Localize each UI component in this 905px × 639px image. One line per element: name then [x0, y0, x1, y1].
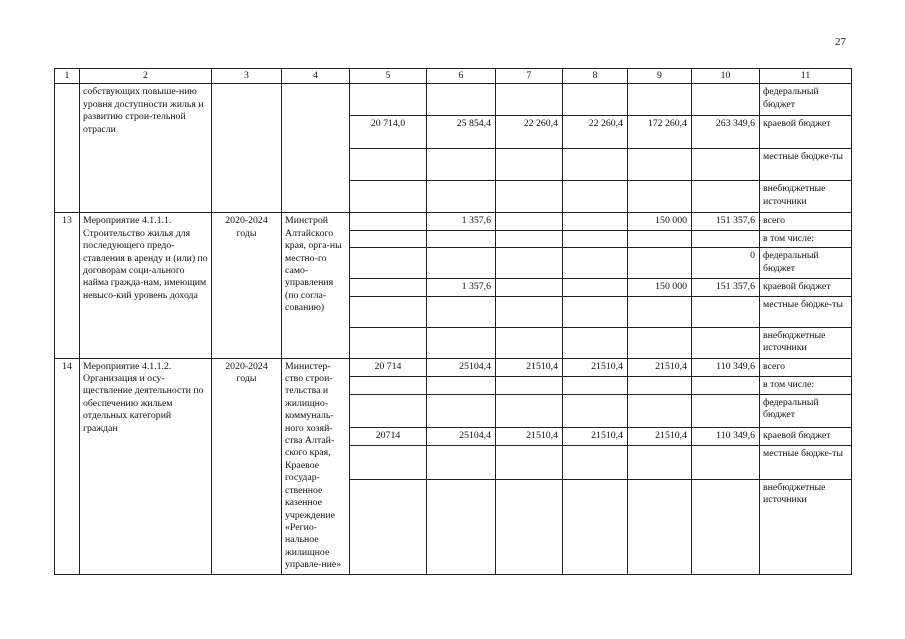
amount-cell: 22 260,4: [563, 116, 628, 149]
col-header: 1: [55, 69, 80, 84]
row-number: [55, 84, 80, 213]
amount-cell: [563, 213, 628, 230]
funding-source: федеральный бюджет: [760, 394, 852, 427]
amount-cell: [692, 446, 760, 479]
amount-cell: [427, 394, 496, 427]
amount-cell: [628, 84, 692, 116]
executor: Минстрой Алтайского края, орга-ны местно-го само-управления (по согла-сованию): [282, 213, 350, 358]
amount-cell: [692, 376, 760, 394]
col-header: 6: [427, 69, 496, 84]
amount-cell: [628, 479, 692, 574]
funding-source: всего: [760, 213, 852, 230]
funding-source: в том числе:: [760, 376, 852, 394]
amount-cell: 110 349,6: [692, 358, 760, 376]
years: 2020-2024 годы: [212, 358, 282, 574]
amount-cell: 21510,4: [496, 428, 563, 446]
amount-cell: 151 357,6: [692, 279, 760, 296]
funding-source: внебюджетные источники: [760, 327, 852, 358]
amount-cell: [427, 446, 496, 479]
amount-cell: [628, 181, 692, 213]
funding-source: краевой бюджет: [760, 116, 852, 149]
funding-source: местные бюдже-ты: [760, 446, 852, 479]
amount-cell: [563, 376, 628, 394]
amount-cell: [350, 230, 427, 247]
col-header: 9: [628, 69, 692, 84]
amount-cell: 0: [692, 248, 760, 279]
amount-cell: [427, 296, 496, 327]
amount-cell: 20 714: [350, 358, 427, 376]
amount-cell: [496, 446, 563, 479]
amount-cell: [350, 279, 427, 296]
amount-cell: 21510,4: [563, 358, 628, 376]
amount-cell: [427, 230, 496, 247]
funding-source: внебюджетные источники: [760, 479, 852, 574]
amount-cell: [563, 181, 628, 213]
funding-source: краевой бюджет: [760, 279, 852, 296]
funding-source: внебюджетные источники: [760, 181, 852, 213]
amount-cell: 172 260,4: [628, 116, 692, 149]
amount-cell: 21510,4: [563, 428, 628, 446]
amount-cell: 1 357,6: [427, 213, 496, 230]
table-row: [55, 358, 852, 376]
funding-source: краевой бюджет: [760, 428, 852, 446]
amount-cell: [692, 296, 760, 327]
page-number: 27: [835, 36, 846, 48]
amount-cell: [496, 248, 563, 279]
amount-cell: [692, 84, 760, 116]
amount-cell: [496, 181, 563, 213]
col-header: 7: [496, 69, 563, 84]
table-row: [55, 84, 852, 116]
amount-cell: [496, 84, 563, 116]
amount-cell: 110 349,6: [692, 428, 760, 446]
col-header: 11: [760, 69, 852, 84]
years: [212, 84, 282, 213]
amount-cell: 25104,4: [427, 428, 496, 446]
row-number: 14: [55, 358, 80, 574]
amount-cell: [692, 149, 760, 181]
amount-cell: [427, 181, 496, 213]
amount-cell: [350, 479, 427, 574]
amount-cell: [427, 248, 496, 279]
amount-cell: [692, 230, 760, 247]
col-header: 3: [212, 69, 282, 84]
amount-cell: [628, 230, 692, 247]
amount-cell: [496, 394, 563, 427]
amount-cell: [496, 327, 563, 358]
amount-cell: 25 854,4: [427, 116, 496, 149]
col-header: 8: [563, 69, 628, 84]
amount-cell: [350, 181, 427, 213]
amount-cell: [496, 213, 563, 230]
amount-cell: [496, 479, 563, 574]
amount-cell: [563, 230, 628, 247]
funding-source: местные бюдже-ты: [760, 296, 852, 327]
measure-name: собствующих повыше-нию уровня доступности жилья и развитию строи-тельной отрасли: [80, 84, 212, 213]
amount-cell: [496, 149, 563, 181]
amount-cell: [692, 479, 760, 574]
measure-name: Мероприятие 4.1.1.1. Строительство жилья для последующего предо-ставления в аренду и (или) по договорам соци-ального найма гражда-нам, имеющим невысо-кий уровень дохода: [80, 213, 212, 358]
amount-cell: [350, 213, 427, 230]
amount-cell: [350, 149, 427, 181]
amount-cell: [496, 279, 563, 296]
amount-cell: [350, 248, 427, 279]
funding-source: местные бюдже-ты: [760, 149, 852, 181]
amount-cell: 21510,4: [628, 358, 692, 376]
amount-cell: [350, 296, 427, 327]
amount-cell: [350, 446, 427, 479]
amount-cell: [692, 181, 760, 213]
funding-source: в том числе:: [760, 230, 852, 247]
executor: [282, 84, 350, 213]
measure-name: Мероприятие 4.1.1.2. Организация и осу-ществление деятельности по обеспечению жильем отдельных категорий граждан: [80, 358, 212, 574]
amount-cell: [563, 149, 628, 181]
amount-cell: [350, 327, 427, 358]
amount-cell: [628, 327, 692, 358]
col-header: 10: [692, 69, 760, 84]
amount-cell: [628, 446, 692, 479]
amount-cell: [563, 296, 628, 327]
amount-cell: [427, 479, 496, 574]
amount-cell: [692, 394, 760, 427]
amount-cell: [427, 376, 496, 394]
amount-cell: 20714: [350, 428, 427, 446]
amount-cell: [692, 327, 760, 358]
amount-cell: [496, 230, 563, 247]
amount-cell: 21510,4: [628, 428, 692, 446]
header-row: [55, 69, 852, 84]
amount-cell: [628, 296, 692, 327]
amount-cell: [350, 394, 427, 427]
amount-cell: [563, 84, 628, 116]
amount-cell: [350, 376, 427, 394]
amount-cell: [350, 84, 427, 116]
amount-cell: [427, 84, 496, 116]
amount-cell: 25104,4: [427, 358, 496, 376]
amount-cell: 21510,4: [496, 358, 563, 376]
amount-cell: [563, 479, 628, 574]
amount-cell: [427, 327, 496, 358]
amount-cell: [628, 376, 692, 394]
col-header: 2: [80, 69, 212, 84]
amount-cell: [563, 446, 628, 479]
amount-cell: [496, 376, 563, 394]
funding-source: федеральный бюджет: [760, 248, 852, 279]
amount-cell: [563, 394, 628, 427]
amount-cell: [563, 279, 628, 296]
amount-cell: [628, 394, 692, 427]
amount-cell: [427, 149, 496, 181]
amount-cell: [496, 296, 563, 327]
amount-cell: [628, 149, 692, 181]
funding-source: всего: [760, 358, 852, 376]
amount-cell: [563, 248, 628, 279]
funding-source: федеральный бюджет: [760, 84, 852, 116]
program-table: [54, 68, 852, 575]
amount-cell: 151 357,6: [692, 213, 760, 230]
amount-cell: [628, 248, 692, 279]
amount-cell: 263 349,6: [692, 116, 760, 149]
amount-cell: 22 260,4: [496, 116, 563, 149]
amount-cell: [563, 327, 628, 358]
col-header: 5: [350, 69, 427, 84]
table-row: [55, 213, 852, 230]
amount-cell: 20 714,0: [350, 116, 427, 149]
row-number: 13: [55, 213, 80, 358]
amount-cell: 150 000: [628, 213, 692, 230]
executor: Министер-ство строи-тельства и жилищно-коммуналь-ного хозяй-ства Алтай-ского края, Краевое государ-ственное казенное учреждение «Регио-нальное жилищное управле-ние»: [282, 358, 350, 574]
amount-cell: 1 357,6: [427, 279, 496, 296]
years: 2020-2024 годы: [212, 213, 282, 358]
amount-cell: 150 000: [628, 279, 692, 296]
col-header: 4: [282, 69, 350, 84]
